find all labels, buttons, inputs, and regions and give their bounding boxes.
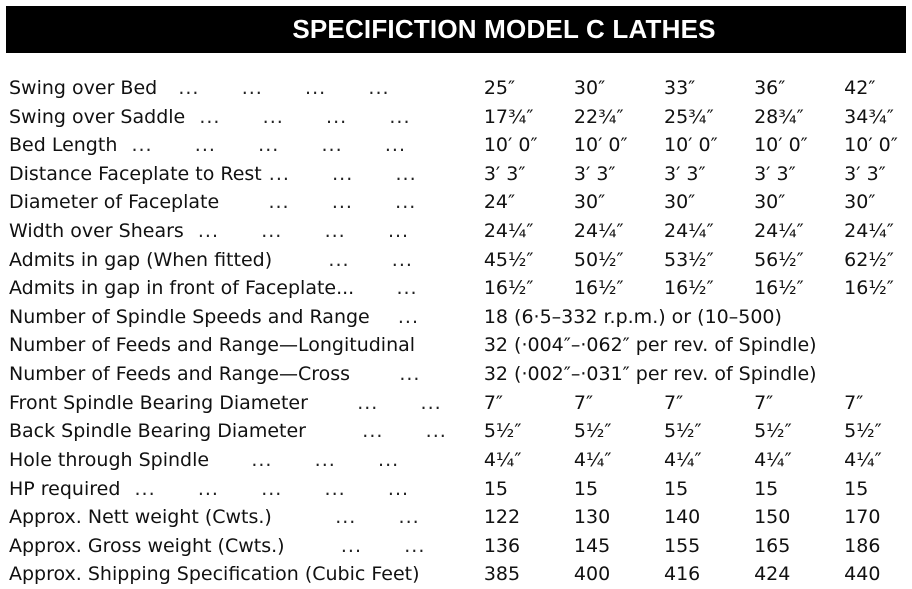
value-cell: 24¼″ — [663, 220, 714, 243]
value-cell: 5½″ — [754, 420, 792, 443]
value-cell: 10′ 0″ — [483, 134, 538, 157]
leader-dots: ... ... ... ... — [183, 220, 410, 243]
row-label: Approx. Gross weight (Cwts.) — [9, 534, 285, 557]
value-cell: 30″ — [663, 191, 696, 214]
value-cell: 5½″ — [663, 420, 702, 443]
row-label-cell — [0, 560, 484, 589]
spanning-value-cell: 32 (·004″–·062″ per rev. of Spindle) — [483, 334, 817, 357]
value-cell: 34¾″ — [844, 105, 894, 128]
page-title: SPECIFICTION MODEL C LATHES — [292, 14, 716, 44]
row-label-cell — [0, 188, 484, 217]
table-row — [0, 446, 912, 475]
value-cell: 15 — [483, 477, 509, 500]
table-row — [0, 360, 912, 389]
leader-dots: ... ... ... — [219, 191, 417, 214]
value-cell: 145 — [573, 534, 611, 557]
row-label-cell — [0, 360, 484, 389]
specification-table-body — [0, 74, 912, 589]
value-cell: 7″ — [483, 391, 504, 414]
value-cell: 24¼″ — [754, 220, 804, 243]
value-cell: 30″ — [754, 191, 786, 214]
value-cell: 7″ — [663, 391, 684, 414]
value-cell: 10′ 0″ — [844, 134, 898, 157]
leader-dots: ... ... — [271, 506, 420, 529]
table-row — [0, 160, 912, 189]
value-cell: 5½″ — [844, 420, 882, 443]
value-cell: 10′ 0″ — [573, 134, 628, 157]
table-row — [0, 331, 912, 360]
row-label: Admits in gap in front of Faceplate... — [9, 277, 355, 300]
value-cell: 36″ — [754, 77, 786, 99]
value-cell: 62½″ — [844, 248, 894, 271]
value-cell: 130 — [573, 506, 611, 529]
row-label-cell — [0, 475, 484, 504]
row-label: Diameter of Faceplate — [9, 191, 220, 214]
row-label-cell — [0, 331, 484, 360]
table-row — [0, 217, 912, 246]
spanning-value-cell: 18 (6·5–332 r.p.m.) or (10–500) — [483, 305, 782, 328]
leader-dots: ... ... — [307, 391, 442, 414]
row-label: Swing over Saddle — [9, 105, 186, 128]
value-cell: 165 — [754, 534, 791, 557]
table-row — [0, 188, 912, 217]
value-cell: 30″ — [573, 191, 606, 214]
value-cell: 22¾″ — [573, 105, 624, 128]
leader-dots: ... — [350, 363, 421, 386]
row-label: Number of Feeds and Range—Longitudinal — [9, 334, 416, 357]
value-cell: 140 — [663, 506, 701, 529]
value-cell: 15 — [573, 477, 599, 500]
table-row — [0, 274, 912, 303]
value-cell: 440 — [844, 563, 881, 586]
leader-dots: ... — [354, 277, 418, 300]
row-label-cell — [0, 217, 484, 246]
row-label: Number of Spindle Speeds and Range — [9, 305, 370, 328]
row-label: Admits in gap (When fitted) — [9, 248, 273, 271]
value-cell: 4¼″ — [483, 448, 522, 471]
value-cell: 186 — [844, 534, 881, 557]
table-row — [0, 246, 912, 275]
table-row — [0, 417, 912, 446]
value-cell: 155 — [663, 534, 701, 557]
table-row — [0, 532, 912, 561]
table-row — [0, 475, 912, 504]
value-cell: 56½″ — [754, 248, 804, 271]
leader-dots: ... ... ... ... — [157, 77, 390, 99]
value-cell: 150 — [754, 506, 791, 529]
value-cell: 5½″ — [573, 420, 612, 443]
table-row — [0, 560, 912, 589]
value-cell: 25¾″ — [663, 105, 714, 128]
row-label: HP required — [9, 477, 121, 500]
value-cell: 3′ 3″ — [663, 162, 706, 185]
value-cell: 16½″ — [663, 277, 714, 300]
value-cell: 24¼″ — [573, 220, 624, 243]
value-cell: 42″ — [844, 77, 876, 99]
leader-dots: ... ... — [284, 534, 426, 557]
leader-dots: ... ... ... — [261, 162, 417, 185]
value-cell: 7″ — [573, 391, 594, 414]
table-row — [0, 131, 912, 160]
row-label-cell — [0, 246, 484, 275]
row-label-cell — [0, 503, 484, 532]
value-cell: 10′ 0″ — [663, 134, 718, 157]
value-cell: 15 — [844, 477, 869, 500]
value-cell: 3′ 3″ — [483, 162, 526, 185]
value-cell: 10′ 0″ — [754, 134, 808, 157]
value-cell: 15 — [663, 477, 689, 500]
row-label: Bed Length — [9, 134, 118, 157]
value-cell: 16½″ — [844, 277, 894, 300]
leader-dots: ... ... ... ... ... — [120, 477, 410, 500]
value-cell: 122 — [483, 506, 521, 529]
row-label: Hole through Spindle — [9, 448, 210, 471]
value-cell: 7″ — [844, 391, 864, 414]
value-cell: 5½″ — [483, 420, 522, 443]
leader-dots: ... ... ... — [209, 448, 400, 471]
value-cell: 4¼″ — [663, 448, 702, 471]
row-label: Number of Feeds and Range—Cross — [9, 363, 351, 386]
value-cell: 24¼″ — [844, 220, 894, 243]
row-label-cell — [0, 74, 484, 103]
value-cell: 4¼″ — [844, 448, 882, 471]
row-label: Front Spindle Bearing Diameter — [9, 391, 308, 414]
value-cell: 3′ 3″ — [754, 162, 796, 185]
value-cell: 4¼″ — [573, 448, 612, 471]
value-cell: 45½″ — [483, 248, 534, 271]
leader-dots: ... — [369, 305, 420, 328]
value-cell: 136 — [483, 534, 521, 557]
value-cell: 7″ — [754, 391, 774, 414]
value-cell: 30″ — [844, 191, 876, 214]
leader-dots: ... ... — [305, 420, 447, 443]
row-label-cell — [0, 131, 484, 160]
row-label: Approx. Nett weight (Cwts.) — [9, 506, 272, 529]
value-cell: 28¾″ — [754, 105, 804, 128]
spanning-value-cell: 32 (·002″–·031″ per rev. of Spindle) — [483, 363, 817, 386]
value-cell: 16½″ — [483, 277, 534, 300]
row-label: Swing over Bed — [9, 77, 158, 99]
value-cell: 15 — [754, 477, 779, 500]
row-label-cell — [0, 303, 484, 332]
value-cell: 17¾″ — [483, 105, 534, 128]
value-cell: 16½″ — [573, 277, 624, 300]
leader-dots: ... ... — [272, 248, 413, 271]
value-cell: 424 — [754, 563, 791, 586]
title-bar — [6, 6, 906, 53]
value-cell: 24¼″ — [483, 220, 534, 243]
table-row — [0, 389, 912, 418]
specification-table — [0, 74, 912, 589]
row-label: Approx. Shipping Specification (Cubic Feet) — [9, 563, 420, 586]
value-cell: 16½″ — [754, 277, 804, 300]
table-row — [0, 103, 912, 132]
value-cell: 3′ 3″ — [844, 162, 886, 185]
value-cell: 385 — [483, 563, 521, 586]
row-label: Distance Faceplate to Rest — [9, 162, 262, 185]
row-label: Back Spindle Bearing Diameter — [9, 420, 306, 443]
value-cell: 30″ — [573, 77, 606, 99]
row-label-cell — [0, 446, 484, 475]
row-label-cell — [0, 417, 484, 446]
value-cell: 53½″ — [663, 248, 714, 271]
value-cell: 33″ — [663, 77, 696, 99]
value-cell: 24″ — [483, 191, 516, 214]
row-label-cell — [0, 103, 484, 132]
row-label-cell — [0, 532, 484, 561]
row-label: Width over Shears — [9, 220, 184, 243]
value-cell: 3′ 3″ — [573, 162, 616, 185]
leader-dots: ... ... ... ... — [185, 105, 411, 128]
value-cell: 25″ — [483, 77, 516, 99]
value-cell: 4¼″ — [754, 448, 792, 471]
table-row — [0, 74, 912, 103]
table-row — [0, 303, 912, 332]
value-cell: 170 — [844, 506, 881, 529]
value-cell: 416 — [663, 563, 701, 586]
value-cell: 50½″ — [573, 248, 624, 271]
row-label-cell — [0, 274, 484, 303]
row-label-cell — [0, 160, 484, 189]
row-label-cell — [0, 389, 484, 418]
leader-dots: ... ... ... ... ... — [117, 134, 406, 157]
table-row — [0, 503, 912, 532]
value-cell: 400 — [573, 563, 611, 586]
